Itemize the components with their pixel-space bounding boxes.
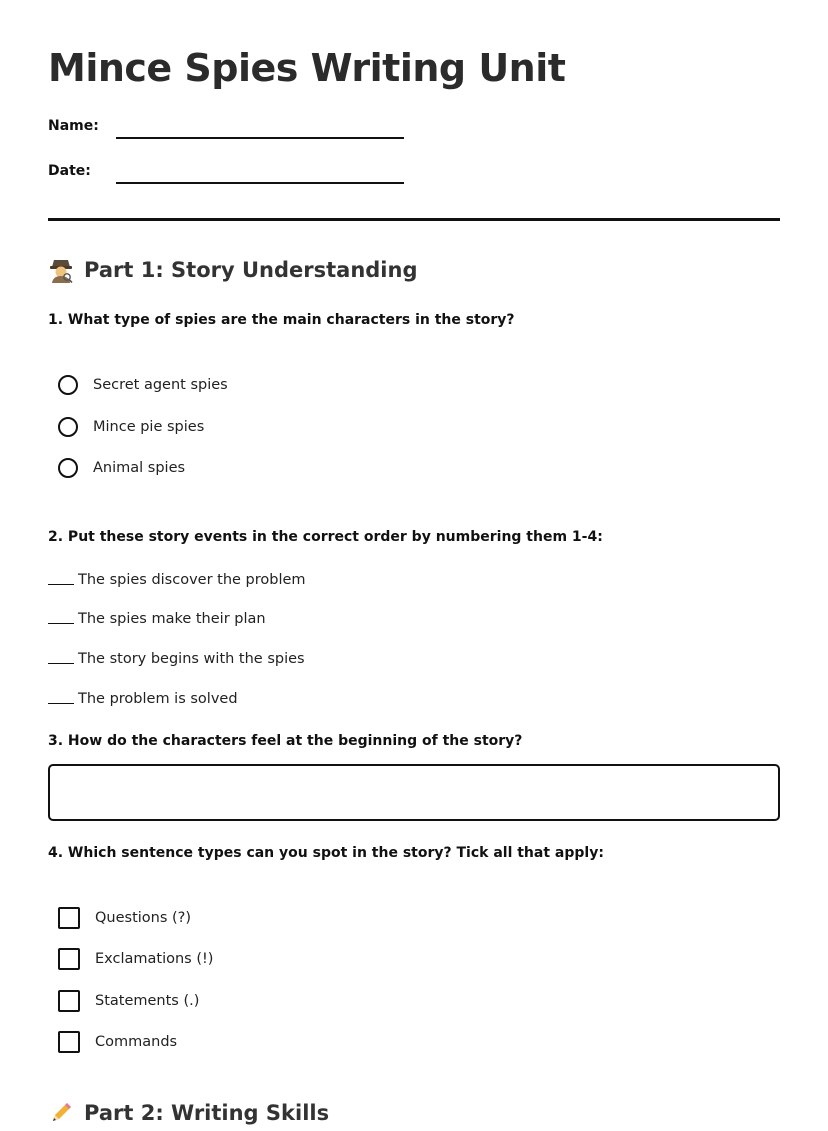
q1-option-label: Animal spies [93,460,186,476]
order-item-label: The spies discover the problem [78,572,306,588]
checkbox[interactable] [58,907,80,929]
order-item-label: The spies make their plan [78,611,266,627]
order-item-label: The problem is solved [78,691,238,707]
detective-icon [48,257,74,283]
pencil-icon [48,1100,74,1126]
question-4: 4. Which sentence types can you spot in the story? Tick all that apply: [48,845,604,861]
checkbox[interactable] [58,1031,80,1053]
q1-option-label: Mince pie spies [93,419,205,435]
q1-option-2[interactable] [58,415,204,439]
checkbox[interactable] [58,990,80,1012]
q4-option-label: Statements (.) [95,993,200,1009]
checkbox[interactable] [58,948,80,970]
name-field-row [48,118,408,148]
date-field-row [48,163,408,193]
q1-option-3[interactable] [58,456,185,480]
order-number-blank[interactable] [48,623,74,624]
q4-option-label: Exclamations (!) [95,951,214,967]
part1-heading [48,257,417,283]
q3-answer-box[interactable] [48,764,780,821]
q4-option-label: Questions (?) [95,910,192,926]
q1-option-label: Secret agent spies [93,377,228,393]
order-item-1 [48,568,306,588]
name-label: Name: [48,118,99,134]
order-item-4 [48,687,238,707]
page-title: Mince Spies Writing Unit [48,46,566,90]
radio-button[interactable] [58,375,78,395]
part2-heading-text: Part 2: Writing Skills [84,1101,330,1125]
question-1: 1. What type of spies are the main characters in the story? [48,312,515,328]
radio-button[interactable] [58,458,78,478]
q4-option-3[interactable] [58,989,199,1013]
order-item-3 [48,647,305,667]
order-number-blank[interactable] [48,584,74,585]
name-field[interactable] [116,137,404,139]
q4-option-2[interactable] [58,947,213,971]
q4-option-4[interactable] [58,1030,177,1054]
q4-option-label: Commands [95,1034,178,1050]
order-item-2 [48,607,266,627]
header-divider [48,218,780,221]
order-item-label: The story begins with the spies [78,651,305,667]
part2-heading [48,1100,329,1126]
q1-option-1[interactable] [58,373,228,397]
question-2: 2. Put these story events in the correct order by numbering them 1-4: [48,529,603,545]
order-number-blank[interactable] [48,703,74,704]
question-3: 3. How do the characters feel at the beginning of the story? [48,733,523,749]
date-label: Date: [48,163,91,179]
date-field[interactable] [116,182,404,184]
part1-heading-text: Part 1: Story Understanding [84,258,418,282]
order-number-blank[interactable] [48,663,74,664]
radio-button[interactable] [58,417,78,437]
q4-option-1[interactable] [58,906,191,930]
